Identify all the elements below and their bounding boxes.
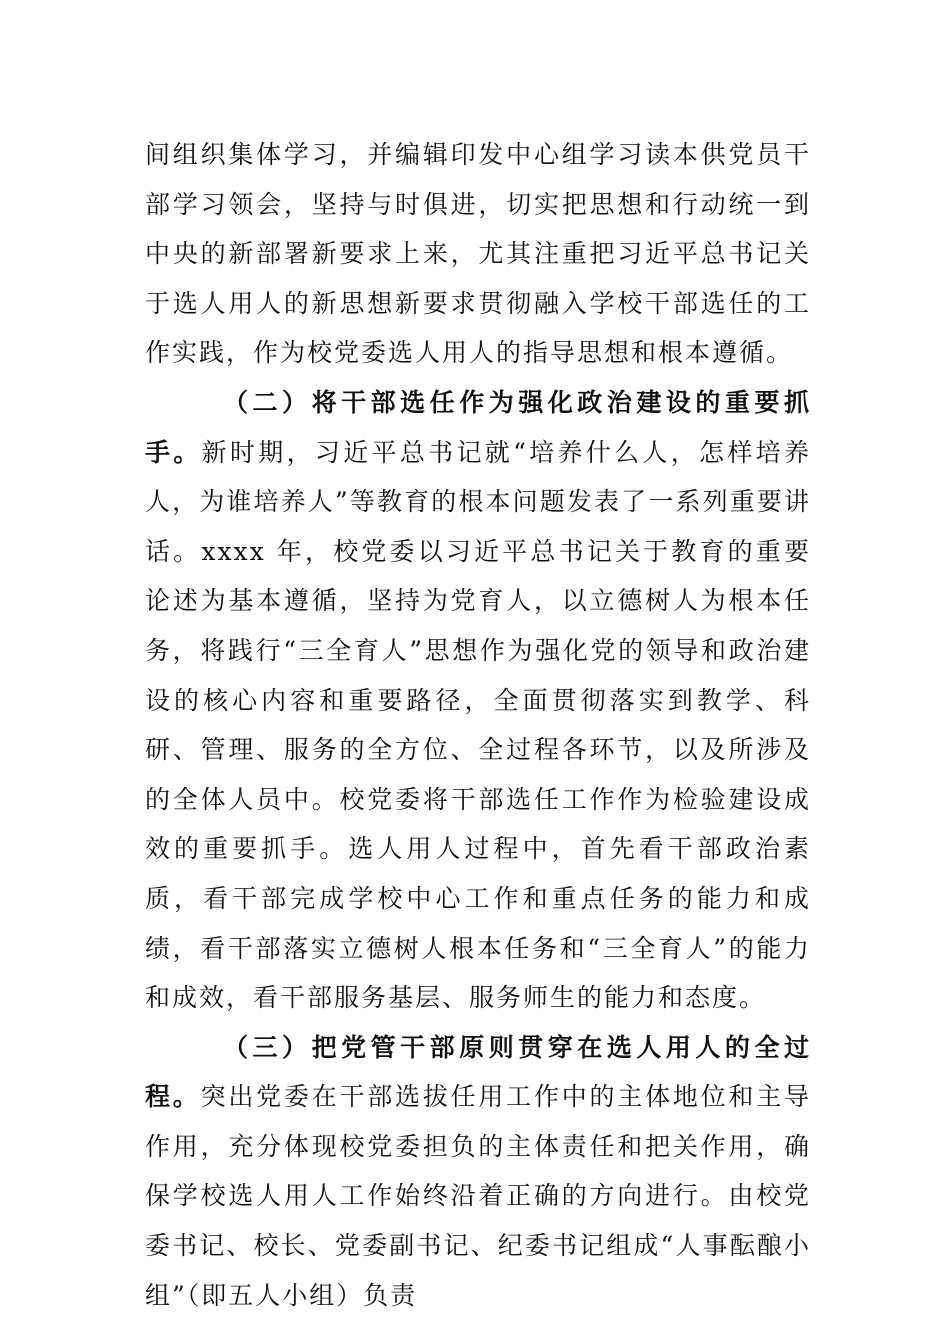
document-page: [145, 130, 811, 1320]
paragraph-body: 突出党委在干部选拔任用工作中的主体地位和主导作用，充分体现校党委担负的主体责任和把关作用，确保学校选人用人工作始终沿着正确的方向进行。由校党委书记、校长、党委副书记、纪委书记组成“人事酝酿小组”（即五人小组）负责: [145, 1082, 811, 1310]
paragraph-section-two: [145, 378, 811, 1023]
paragraph-body: 新时期，习近平总书记就“培养什么人，怎样培养人，为谁培养人”等教育的根本问题发表了一系列重要讲话。xxxx 年，校党委以习近平总书记关于教育的重要论述为基本遵循，坚持为党育人，以立德树人为根本任务，将践行“三全育人”思想作为强化党的领导和政治建设的核心内容和重要路径，全面贯彻落实到教学、科研、管理、服务的全方位、全过程各环节，以及所涉及的全体人员中。校党委将干部选任工作作为检验建设成效的重要抓手。选人用人过程中，首先看干部政治素质，看干部完成学校中心工作和重点任务的能力和成绩，看干部落实立德树人根本任务和“三全育人”的能力和成效，看干部服务基层、服务师生的能力和态度。: [145, 437, 811, 1013]
paragraph-section-three: [145, 1023, 811, 1321]
section-heading-two: （二）将干部选任作为强化政治建设的重要抓手。: [145, 387, 811, 467]
paragraph-study-continuation: [145, 130, 811, 378]
section-heading-three: （三）把党管干部原则贯穿在选人用人的全过程。: [145, 1032, 811, 1112]
paragraph-body: 间组织集体学习，并编辑印发中心组学习读本供党员干部学习领会，坚持与时俱进，切实把思想和行动统一到中央的新部署新要求上来，尤其注重把习近平总书记关于选人用人的新思想新要求贯彻融入学校干部选任的工作实践，作为校党委选人用人的指导思想和根本遵循。: [145, 140, 811, 368]
